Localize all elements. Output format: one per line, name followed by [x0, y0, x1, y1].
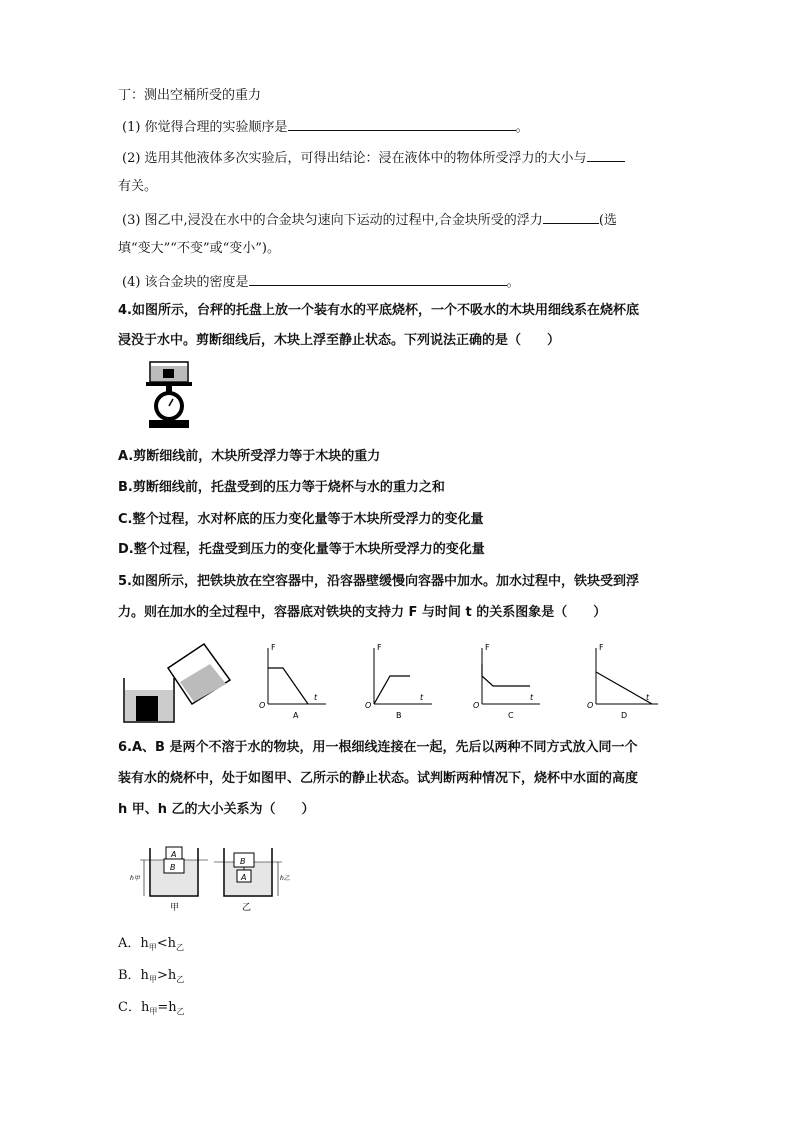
tray	[146, 382, 192, 386]
scale-beaker-figure	[140, 358, 200, 430]
q6-option-b: B．$h_甲>h_乙$	[118, 968, 185, 984]
graph-c-line	[482, 664, 530, 686]
answer-blank-2[interactable]	[587, 148, 625, 162]
graph-d-line	[596, 672, 652, 704]
svg-text:C: C	[508, 711, 514, 720]
svg-text:O: O	[473, 701, 480, 710]
q4-option-a: A.剪断细线前，木块所受浮力等于木块的重力	[118, 449, 381, 464]
q6-stem-line3: h 甲、h 乙的大小关系为（ ）	[118, 802, 315, 817]
q5-stem-line2: 力。则在加水的全过程中，容器底对铁块的支持力 F 与时间 t 的关系图象是（ ）	[118, 605, 607, 620]
beaker-jia	[130, 847, 208, 913]
svg-text:A: A	[241, 873, 247, 882]
q3-part3: (3) 图乙中,浸没在水中的合金块匀速向下运动的过程中,合金块所受的浮力 (选	[122, 210, 617, 230]
graph-b-line	[374, 676, 410, 704]
q3-part3-cont: 填“变大”“不变”或“变小”)。	[118, 241, 280, 256]
q3-ding-line: 丁：测出空桶所受的重力	[118, 88, 262, 103]
svg-text:A: A	[171, 850, 177, 859]
graph-b	[365, 643, 432, 720]
svg-text:B: B	[170, 863, 176, 872]
svg-text:t: t	[530, 693, 534, 702]
wood-block	[163, 369, 174, 378]
svg-text:A: A	[293, 711, 299, 720]
svg-text:t: t	[314, 693, 318, 702]
beaker-yi	[214, 848, 290, 913]
svg-text:B: B	[240, 857, 246, 866]
svg-text:h甲: h甲	[130, 875, 140, 882]
q3-part4: (4) 该合金块的密度是 。	[122, 272, 520, 292]
q6-stem-line2: 装有水的烧杯中，处于如图甲、乙所示的静止状态。试判断两种情况下，烧杯中水面的高度	[118, 771, 639, 786]
svg-text:t: t	[646, 693, 650, 702]
q5-stem-line1: 5.如图所示，把铁块放在空容器中，沿容器壁缓慢向容器中加水。加水过程中，铁块受到浮	[118, 574, 639, 589]
svg-text:F: F	[485, 643, 490, 652]
svg-text:B: B	[396, 711, 402, 720]
q4-option-b: B.剪断细线前，托盘受到的压力等于烧杯与水的重力之和	[118, 480, 445, 495]
container-with-iron-block	[124, 678, 174, 722]
svg-text:F: F	[271, 643, 276, 652]
q6-option-a: A．$h_甲<h_乙$	[118, 936, 185, 952]
svg-text:O: O	[365, 701, 372, 710]
q3-part1: (1) 你觉得合理的实验顺序是 。	[122, 117, 529, 137]
q3-part2-cont: 有关。	[118, 179, 158, 194]
scale-base	[149, 420, 189, 428]
q6-option-c: C．$h_甲=h_乙$	[118, 1000, 185, 1016]
graph-a	[259, 643, 326, 720]
q6-figure	[128, 838, 296, 918]
pouring-cup	[168, 644, 230, 704]
answer-blank-3[interactable]	[543, 210, 599, 224]
iron-block	[136, 696, 158, 721]
svg-text:甲: 甲	[170, 903, 180, 913]
svg-text:h乙: h乙	[280, 875, 290, 882]
q4-stem-line1: 4.如图所示，台秤的托盘上放一个装有水的平底烧杯，一个不吸水的木块用细线系在烧杯底	[118, 303, 639, 318]
svg-text:F: F	[377, 643, 382, 652]
graph-c	[473, 643, 540, 720]
graph-a-line	[268, 668, 308, 704]
answer-blank-1[interactable]	[288, 117, 516, 131]
svg-text:F: F	[599, 643, 604, 652]
q4-option-d: D.整个过程，托盘受到压力的变化量等于木块所受浮力的变化量	[118, 542, 485, 557]
graph-d	[587, 643, 658, 720]
svg-text:D: D	[621, 711, 628, 720]
svg-text:O: O	[259, 701, 266, 710]
q5-figure	[118, 636, 678, 726]
svg-text:乙: 乙	[242, 903, 252, 913]
answer-blank-4[interactable]	[249, 272, 507, 286]
q4-stem-line2: 浸没于水中。剪断细线后，木块上浮至静止状态。下列说法正确的是（ ）	[118, 333, 561, 348]
svg-text:t: t	[420, 693, 424, 702]
q3-part2: (2) 选用其他液体多次实验后，可得出结论：浸在液体中的物体所受浮力的大小与	[122, 148, 625, 168]
svg-text:O: O	[587, 701, 594, 710]
q4-option-c: C.整个过程，水对杯底的压力变化量等于木块所受浮力的变化量	[118, 512, 484, 527]
q6-stem-line1: 6.A、B 是两个不溶于水的物块，用一根细线连接在一起，先后以两种不同方式放入同一个	[118, 740, 638, 755]
